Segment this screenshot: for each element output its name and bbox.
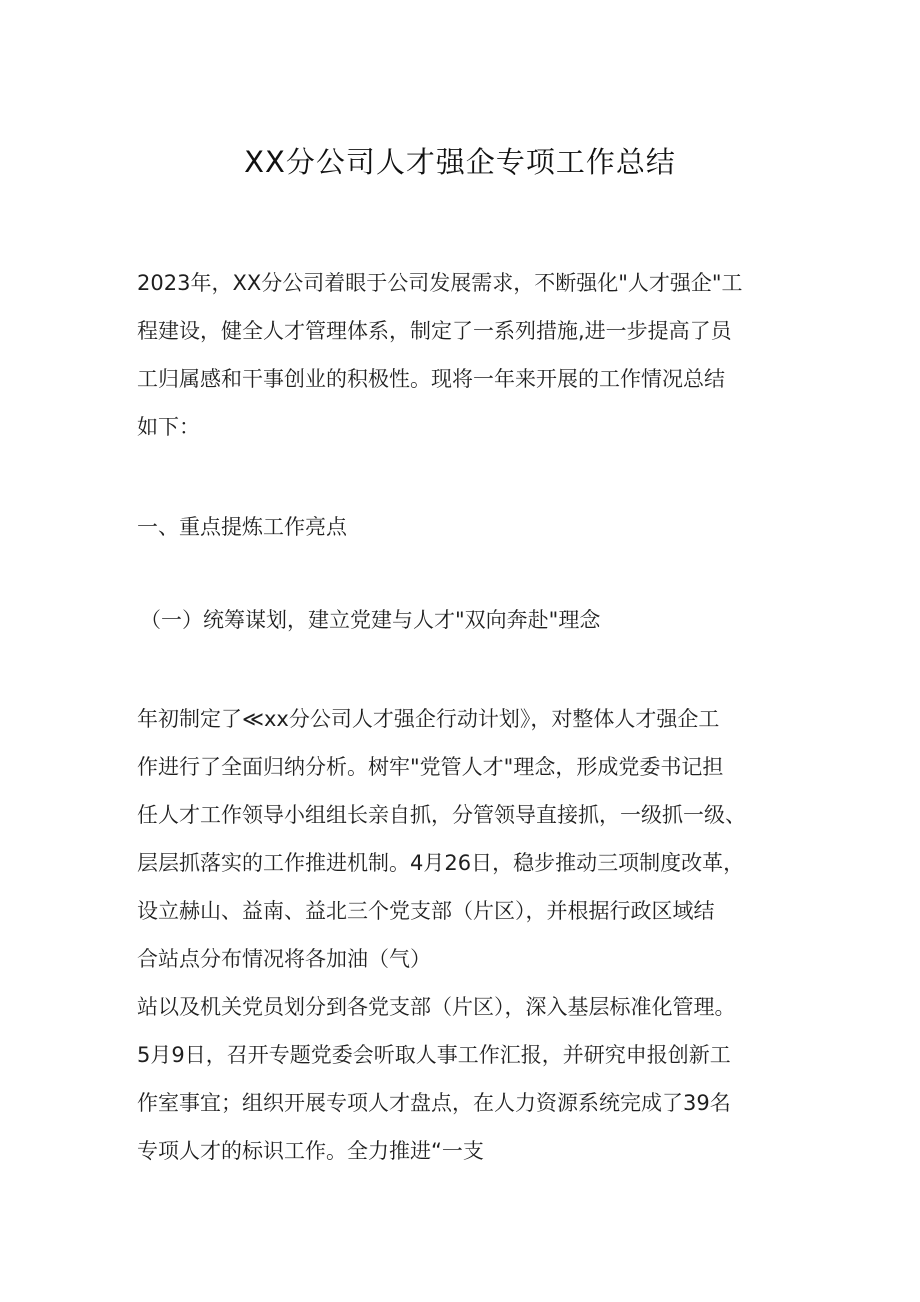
body-line-3: 任人才工作领导小组组长亲自抓，分管领导直接抓，一级抓一级、 [137,803,746,827]
body-line-1: 年初制定了≪xx分公司人才强企行动计划》，对整体人才强企工 [137,707,720,731]
body-line-8: 5月9日，召开专题党委会听取人事工作汇报，并研究申报创新工 [137,1043,731,1067]
intro-line-3: 工归属感和干事创业的积极性。现将一年来开展的工作情况总结 [137,367,725,391]
body-line-10: 专项人才的标识工作。全力推进“一支 [137,1139,484,1163]
body-paragraph [137,695,807,1175]
body-line-6: 合站点分布情况将各加油（气） [137,947,431,971]
body-line-4: 层层抓落实的工作推进机制。4月26日，稳步推动三项制度改革， [137,851,745,875]
intro-line-2: 程建设，健全人才管理体系，制定了一系列措施,进一步提高了员 [137,319,732,343]
body-line-9: 作室事宜；组织开展专项人才盘点，在人力资源系统完成了39名 [137,1091,731,1115]
body-line-2: 作进行了全面归纳分析。树牢"党管人才"理念，形成党委书记担 [137,755,724,779]
intro-paragraph [137,259,807,451]
document-title: XX分公司人才强企专项工作总结 [244,145,676,179]
subsection-1-heading: （一）统筹谋划，建立党建与人才"双向奔赴"理念 [140,608,601,632]
section-1-heading: 一、重点提炼工作亮点 [137,515,347,539]
intro-line-4: 如下： [137,415,200,439]
intro-line-1: 2023年，XX分公司着眼于公司发展需求，不断强化"人才强企"工 [137,271,743,295]
body-line-5: 设立赫山、益南、益北三个党支部（片区），并根据行政区域结 [137,899,715,923]
body-line-7: 站以及机关党员划分到各党支部（片区），深入基层标准化管理。 [137,995,736,1019]
